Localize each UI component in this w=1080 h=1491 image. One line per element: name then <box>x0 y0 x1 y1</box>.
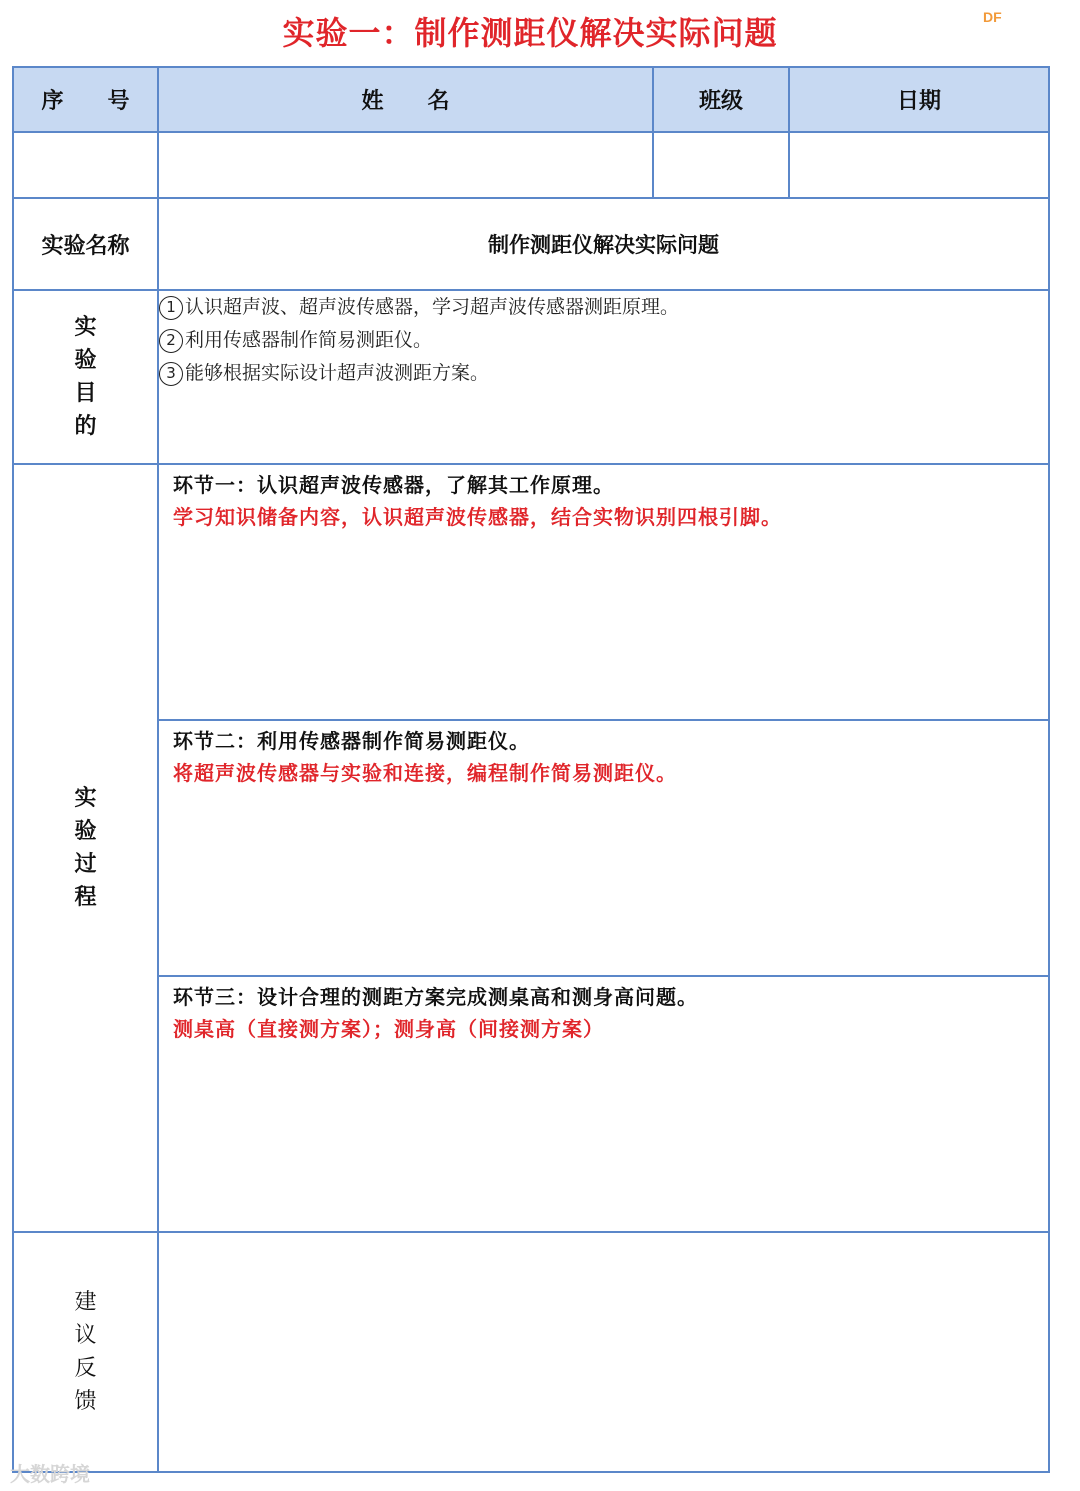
process-label-char: 验 <box>74 819 97 844</box>
feedback-row <box>13 1232 1049 1472</box>
date-input-cell[interactable] <box>789 132 1049 198</box>
header-class-cell <box>653 67 789 132</box>
process-step-1-row <box>13 464 1049 720</box>
df-logo: DF <box>983 9 1002 25</box>
process-label-cell <box>13 464 158 1232</box>
process-step-1[interactable] <box>158 464 1049 720</box>
feedback-label-cell <box>13 1232 158 1472</box>
header-name-label: 姓 名 <box>361 89 450 114</box>
circled-number-3: 3 <box>159 362 183 386</box>
objective-text: 能够根据实际设计超声波测距方案。 <box>185 362 490 384</box>
step-title: 环节三：设计合理的测距方案完成测桌高和测身高问题。 <box>173 985 698 1009</box>
experiment-name-label: 实验名称 <box>13 198 158 290</box>
name-input-cell[interactable] <box>158 132 653 198</box>
objectives-label-char: 的 <box>74 414 97 439</box>
process-label-char: 程 <box>74 885 97 910</box>
student-info-row <box>13 132 1049 198</box>
objectives-label-char: 目 <box>74 381 97 406</box>
step-title: 环节一：认识超声波传感器，了解其工作原理。 <box>173 473 614 497</box>
objective-text: 认识超声波、超声波传感器，学习超声波传感器测距原理。 <box>185 296 680 318</box>
objectives-label-char: 验 <box>74 348 97 373</box>
step-note: 测桌高（直接测方案）；测身高（间接测方案） <box>173 1017 604 1041</box>
step-note: 学习知识储备内容，认识超声波传感器，结合实物识别四根引脚。 <box>173 505 782 529</box>
process-step-2[interactable] <box>158 720 1049 976</box>
header-date-cell <box>789 67 1049 132</box>
feedback-label-char: 议 <box>74 1323 97 1348</box>
header-class-label: 班级 <box>698 89 743 114</box>
objective-item <box>159 291 1048 324</box>
step-note: 将超声波传感器与实验和连接，编程制作简易测距仪。 <box>173 761 677 785</box>
process-step-3[interactable] <box>158 976 1049 1232</box>
header-serial-label: 序 号 <box>41 89 130 114</box>
process-label <box>14 782 157 914</box>
objectives-label <box>14 311 157 443</box>
process-label-char: 过 <box>74 852 97 877</box>
watermark-text: 大数跨境 <box>10 1462 90 1486</box>
process-label-char: 实 <box>74 786 97 811</box>
page-title: 实验一：制作测距仪解决实际问题 <box>282 14 778 52</box>
experiment-sheet-table <box>12 66 1050 1473</box>
process-step-3-row <box>13 976 1049 1232</box>
circled-number-1: 1 <box>159 296 183 320</box>
objectives-label-char: 实 <box>74 315 97 340</box>
circled-number-2: 2 <box>159 329 183 353</box>
header-serial-cell <box>13 67 158 132</box>
feedback-label-char: 建 <box>74 1290 97 1315</box>
process-step-2-row <box>13 720 1049 976</box>
feedback-input-cell[interactable] <box>158 1232 1049 1472</box>
step-title: 环节二：利用传感器制作简易测距仪。 <box>173 729 530 753</box>
objectives-row <box>13 290 1049 464</box>
objectives-list <box>158 290 1049 464</box>
experiment-name-value: 制作测距仪解决实际问题 <box>158 198 1049 290</box>
class-input-cell[interactable] <box>653 132 789 198</box>
objectives-label-cell <box>13 290 158 464</box>
experiment-name-row <box>13 198 1049 290</box>
objective-item <box>159 357 1048 390</box>
header-row <box>13 67 1049 132</box>
header-name-cell <box>158 67 653 132</box>
header-date-label: 日期 <box>896 89 941 114</box>
serial-input-cell[interactable] <box>13 132 158 198</box>
objective-item <box>159 324 1048 357</box>
objective-text: 利用传感器制作简易测距仪。 <box>185 329 433 351</box>
feedback-label <box>14 1286 157 1418</box>
feedback-label-char: 反 <box>74 1356 97 1381</box>
feedback-label-char: 馈 <box>74 1389 97 1414</box>
